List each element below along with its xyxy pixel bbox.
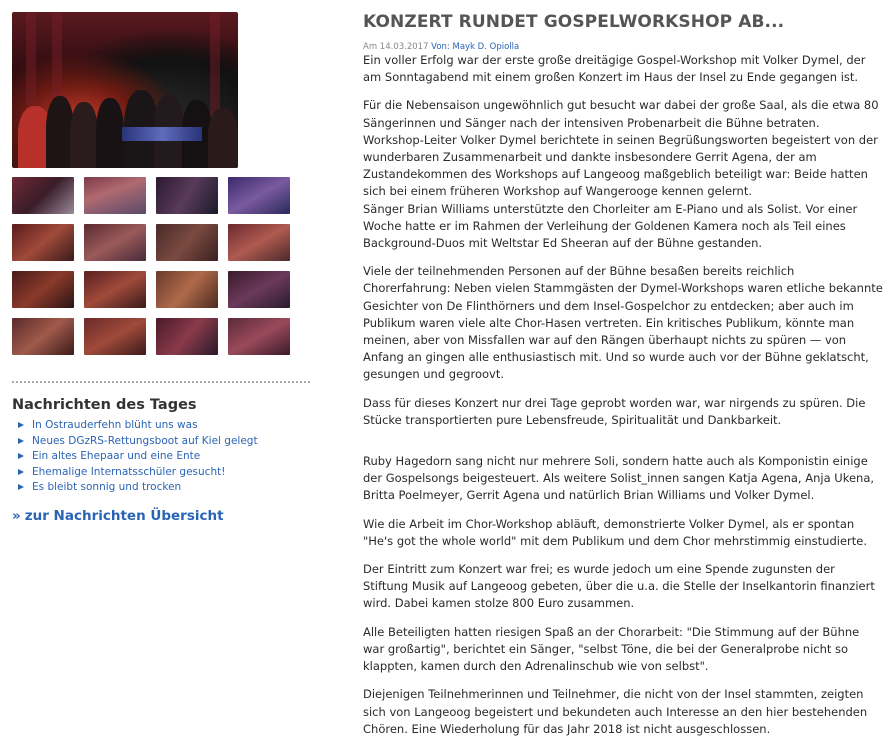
gallery-thumbnail[interactable]: [84, 177, 146, 214]
news-item[interactable]: Ein altes Ehepaar und eine Ente: [12, 449, 312, 465]
article-paragraph: Dass für dieses Konzert nur drei Tage geprobt worden war, war nirgends zu spüren. Die Stücke transportierten pure Lebensfreude, Spiritualität und Dankbarkeit.: [363, 395, 866, 427]
gallery-thumbnail[interactable]: [84, 224, 146, 261]
news-of-the-day-title: Nachrichten des Tages: [12, 397, 197, 413]
author-label: Von:: [431, 42, 450, 52]
triangle-right-icon: [18, 438, 24, 444]
triangle-right-icon: [18, 484, 24, 490]
gallery-thumbnail[interactable]: [12, 271, 74, 308]
gallery-thumbnail[interactable]: [156, 271, 218, 308]
gallery-thumbnail[interactable]: [228, 271, 290, 308]
news-item[interactable]: In Ostrauderfehn blüht uns was: [12, 418, 312, 434]
gallery-thumbnail[interactable]: [12, 224, 74, 261]
article-paragraph: Der Eintritt zum Konzert war frei; es wurde jedoch um eine Spende zugunsten der Stiftung Musik auf Langeoog gebeten, über die u.a. die Stelle der Inselkantorin finanziert wird. Dabei kamen stolze 800 Euro zusammen.: [363, 562, 875, 611]
gallery-thumbnail[interactable]: [228, 177, 290, 214]
article-paragraph: Diejenigen Teilnehmerinnen und Teilnehmer, die nicht von der Insel stammten, zeigten sich von Langeoog begeistert und bekundeten auch Interesse an den hier bestehenden Chören. Eine Wiederholung für das Jahr 2018 ist nicht ausgeschlossen.: [363, 687, 868, 736]
triangle-right-icon: [18, 453, 24, 459]
author-link[interactable]: Mayk D. Opiolla: [452, 42, 520, 52]
triangle-right-icon: [18, 422, 24, 428]
news-item[interactable]: Ehemalige Internatsschüler gesucht!: [12, 465, 312, 481]
gallery-thumbnail[interactable]: [228, 224, 290, 261]
sidebar-divider: [12, 381, 310, 383]
article-headline: KONZERT RUNDET GOSPELWORKSHOP AB...: [363, 12, 785, 32]
main-photo[interactable]: [12, 12, 238, 168]
gallery-thumbnail[interactable]: [84, 271, 146, 308]
gallery-thumbnail[interactable]: [84, 318, 146, 355]
double-arrow-icon: »: [12, 507, 21, 524]
gallery-thumbnail[interactable]: [228, 318, 290, 355]
gallery-thumbnail[interactable]: [12, 318, 74, 355]
article-date: Am 14.03.2017: [363, 42, 429, 52]
article-paragraph: Sänger Brian Williams unterstützte den Chorleiter am E-Piano und als Solist. Vor einer Woche hatte er im Rahmen der Verleihung der Goldenen Kamera noch als Teil eines Background-Duos mit Weltstar Ed Sheeran auf der Bühne gestanden.: [363, 201, 858, 251]
article-paragraph: Ein voller Erfolg war der erste große dreitägige Gospel-Workshop mit Volker Dymel, der am Sonntagabend mit einem großen Konzert im Haus der Insel zu Ende gegangen ist.: [363, 53, 866, 85]
news-list: [12, 418, 312, 496]
news-overview-link[interactable]: » zur Nachrichten Übersicht: [12, 507, 224, 524]
gallery-thumbnail[interactable]: [156, 177, 218, 214]
article-paragraph: Viele der teilnehmenden Personen auf der Bühne besaßen bereits reichlich Chorerfahrung: Neben vielen Stammgästen der Dymel-Workshops waren etliche bekannte Gesichter von De Flinthörners und dem Insel-Gospelchor zu entdecken; aber auch im Publikum waren viele alte Chor-Hasen vertreten. Ein kritisches Publikum, könnte man meinen, aber von Missfallen war auf den Rängen überhaupt nichts zu spüren — von Anfang an gingen alle enthusiastisch mit. Und so wurde auch vor der Bühne geklatscht, gesungen und gegroovt.: [363, 264, 883, 382]
article-paragraph: Für die Nebensaison ungewöhnlich gut besucht war dabei der große Saal, als die etwa 80 Sängerinnen und Sänger nach der intensiven Probenarbeit die Bühne betraten. Workshop-Leiter Volker Dymel berichtete in seinen Begrüßungsworten begeistert von der wunderbaren Zusammenarbeit und dankte insbesondere Gerrit Agena, der am Zustandekommen des Workshops auf Langeoog maßgeblich beteiligt war: Beide hatten sich bei einem früheren Workshop auf Wangerooge kennen gelernt.: [363, 98, 879, 199]
photo-gallery: [12, 177, 312, 355]
news-item[interactable]: Es bleibt sonnig und trocken: [12, 480, 312, 496]
article: [363, 12, 883, 738]
gallery-thumbnail[interactable]: [156, 318, 218, 355]
sidebar: [12, 12, 312, 524]
article-paragraph: Ruby Hagedorn sang nicht nur mehrere Soli, sondern hatte auch als Komponistin einige der Gospelsongs beigesteuert. Als weitere Solist_innen sangen Katja Agena, Anja Ukena, Britta Poelmeyer, Gerrit Agena und natürlich Brian Williams und Volker Dymel.: [363, 454, 875, 503]
article-paragraph: Alle Beteiligten hatten riesigen Spaß an der Chorarbeit: "Die Stimmung auf der Bühne war großartig", berichtet ein Sänger, "selbst Töne, die bei der Generalprobe nicht so klappten, kamen durch den Adrenalinschub wie von selbst".: [363, 624, 860, 674]
gallery-thumbnail[interactable]: [156, 224, 218, 261]
triangle-right-icon: [18, 469, 24, 475]
gallery-thumbnail[interactable]: [12, 177, 74, 214]
article-meta: [363, 42, 883, 52]
article-paragraph: Wie die Arbeit im Chor-Workshop abläuft, demonstrierte Volker Dymel, als er spontan "He's got the whole world" mit dem Publikum und dem Chor mehrstimmig einstudierte.: [363, 516, 868, 548]
news-item[interactable]: Neues DGzRS-Rettungsboot auf Kiel gelegt: [12, 434, 312, 450]
